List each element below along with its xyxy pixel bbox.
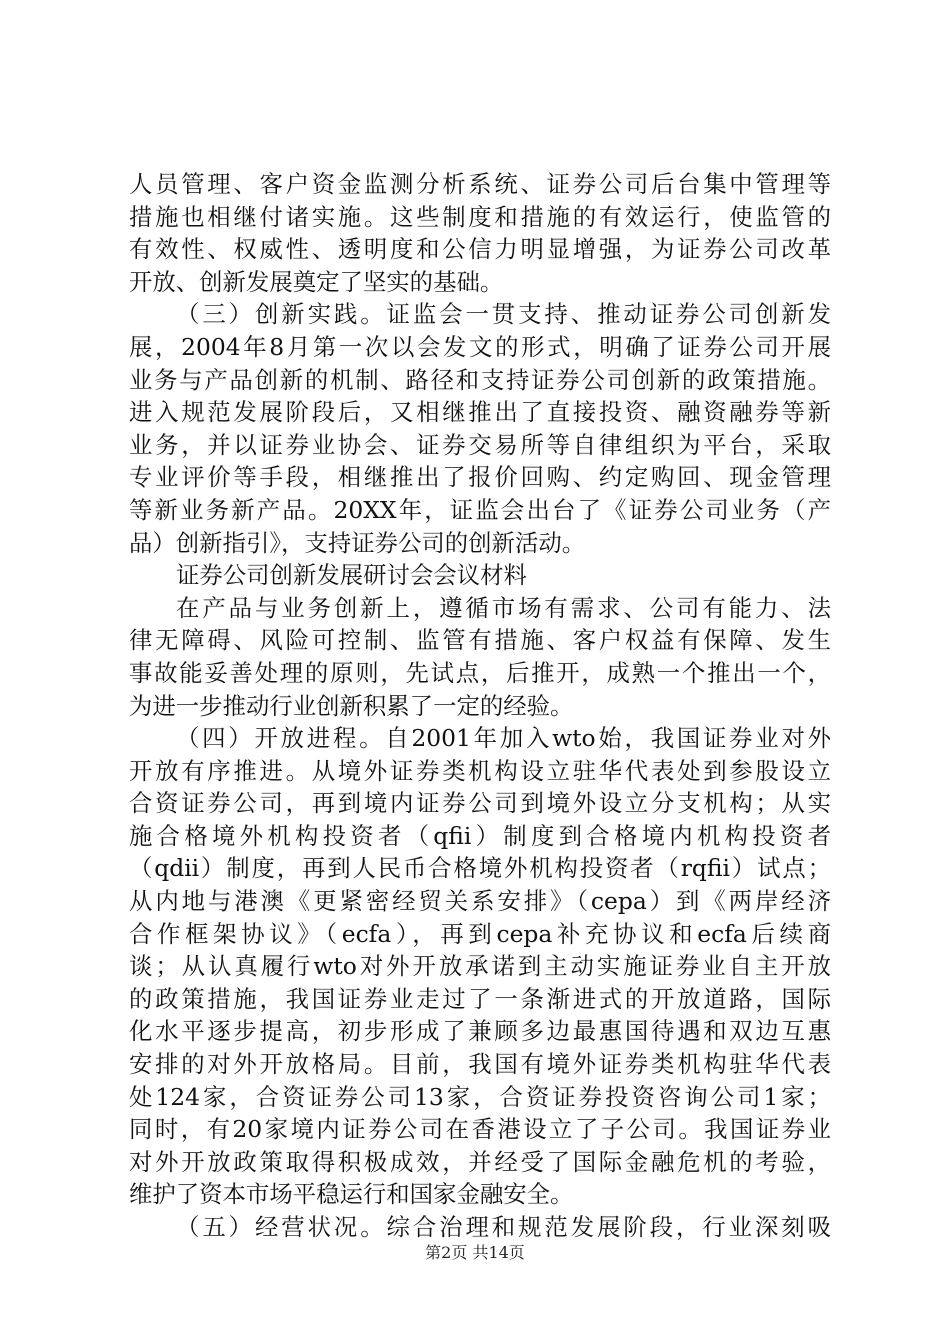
- text-line: 的政策措施，我国证券业走过了一条渐进式的开放道路，国际: [129, 984, 831, 1013]
- text-line: 业务，并以证券业协会、证券交易所等自律组织为平台，采取: [129, 430, 831, 459]
- text-line: 开放、创新发展奠定了坚实的基础。: [129, 267, 504, 296]
- paragraph-start-line: （五）经营状况。综合治理和规范发展阶段，行业深刻吸: [176, 1213, 831, 1241]
- text-line: 事故能妥善处理的原则，先试点，后推开，成熟一个推出一个，: [129, 658, 831, 687]
- text-line: 进入规范发展阶段后，又相继推出了直接投资、融资融券等新: [129, 398, 831, 427]
- text-line: 化水平逐步提高，初步形成了兼顾多边最惠国待遇和双边互惠: [129, 1017, 831, 1046]
- text-line: 专业评价等手段，相继推出了报价回购、约定购回、现金管理: [129, 463, 831, 492]
- text-line: 展，2004年8月第一次以会发文的形式，明确了证券公司开展: [129, 332, 831, 361]
- paragraph-start-line: （三）创新实践。证监会一贯支持、推动证券公司创新发: [176, 300, 831, 329]
- text-line: 安排的对外开放格局。目前，我国有境外证券类机构驻华代表: [129, 1050, 831, 1079]
- document-body: [129, 168, 831, 1244]
- text-line: 合作框架协议》（ecfa），再到cepa补充协议和ecfa后续商: [129, 919, 831, 948]
- paragraph-start-line: 在产品与业务创新上，遵循市场有需求、公司有能力、法: [176, 593, 831, 622]
- text-line: 人员管理、客户资金监测分析系统、证券公司后台集中管理等: [129, 170, 831, 198]
- text-line: 同时，有20家境内证券公司在香港设立了子公司。我国证券业: [129, 1115, 831, 1144]
- text-line: 措施也相继付诸实施。这些制度和措施的有效运行，使监管的: [129, 202, 831, 231]
- text-line: 施合格境外机构投资者（qfii）制度到合格境内机构投资者: [129, 821, 831, 850]
- text-line: 业务与产品创新的机制、路径和支持证券公司创新的政策措施。: [129, 365, 831, 394]
- text-line: 有效性、权威性、透明度和公信力明显增强，为证券公司改革: [129, 235, 831, 264]
- text-line: 对外开放政策取得积极成效，并经受了国际金融危机的考验，: [129, 1147, 831, 1176]
- page-footer: [0, 1240, 950, 1263]
- text-line: 为进一步推动行业创新积累了一定的经验。: [129, 691, 574, 720]
- text-line: 合资证券公司，再到境内证券公司到境外设立分支机构；从实: [129, 789, 831, 818]
- text-line: 等新业务新产品。20XX年，证监会出台了《证券公司业务（产: [129, 495, 831, 524]
- text-line: 处124家，合资证券公司13家，合资证券投资咨询公司1家；: [129, 1082, 831, 1111]
- text-line: 律无障碍、风险可控制、监管有措施、客户权益有保障、发生: [129, 626, 831, 655]
- text-line: 从内地与港澳《更紧密经贸关系安排》（cepa）到《两岸经济: [129, 887, 831, 916]
- text-line: 品）创新指引》，支持证券公司的创新活动。: [129, 528, 586, 557]
- text-line: 开放有序推进。从境外证券类机构设立驻华代表处到参股设立: [129, 756, 831, 785]
- page-number-label: 第2页 共14页: [425, 1243, 525, 1262]
- paragraph-start-line: （四）开放进程。自2001年加入wto始，我国证券业对外: [176, 724, 831, 753]
- text-line: 谈；从认真履行wto对外开放承诺到主动实施证券业自主开放: [129, 952, 831, 981]
- text-line: （qdii）制度，再到人民币合格境外机构投资者（rqfii）试点；: [129, 854, 831, 883]
- text-line: 维护了资本市场平稳运行和国家金融安全。: [129, 1180, 574, 1209]
- section-heading: 证券公司创新发展研讨会会议材料: [176, 561, 527, 590]
